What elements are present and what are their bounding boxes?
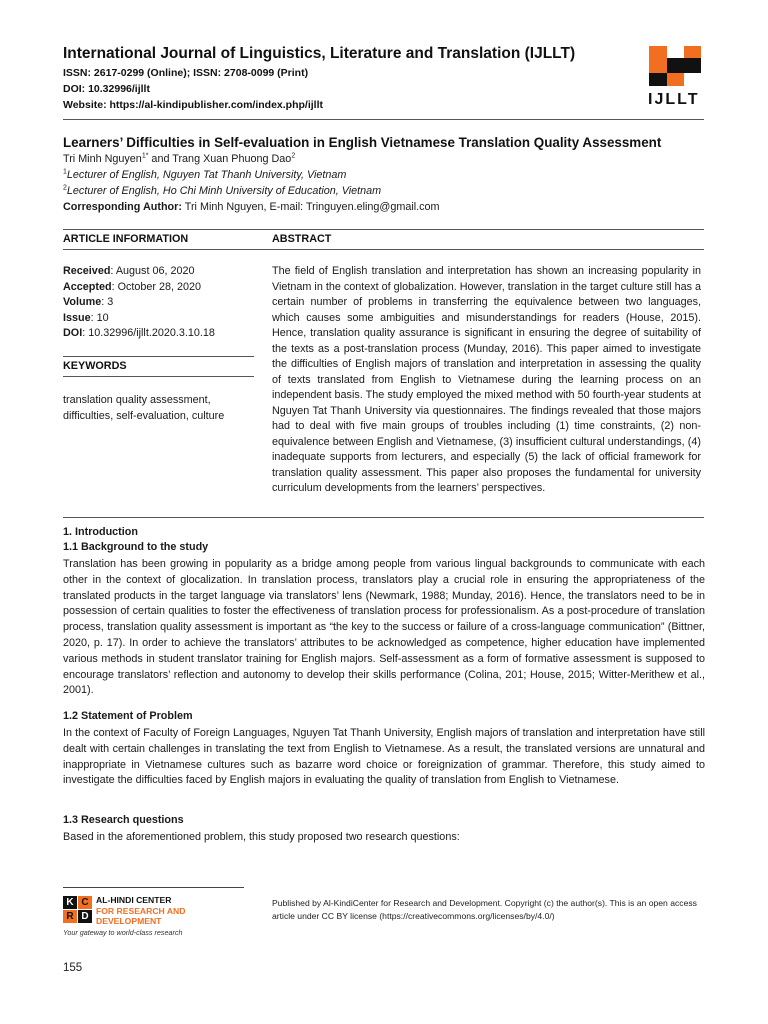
logo-text: IJLLT	[648, 91, 700, 108]
section-statement: 1.2 Statement of Problem	[63, 710, 193, 722]
corresponding-label: Corresponding Author:	[63, 201, 182, 213]
affiliation-2-text: Lecturer of English, Ho Chi Minh University of Education, Vietnam	[66, 185, 382, 197]
center-name	[96, 895, 185, 927]
section-introduction: 1. Introduction	[63, 526, 138, 538]
affiliation-1-mark: 1	[63, 168, 67, 176]
issue-value: : 10	[90, 311, 109, 324]
journal-title: International Journal of Linguistics, Literature and Translation (IJLLT)	[63, 45, 576, 62]
received-value: : August 06, 2020	[110, 265, 195, 277]
info-top-rule	[63, 229, 704, 230]
affiliation-2	[63, 185, 381, 197]
logo-d: D	[78, 910, 92, 923]
author-separator: and	[148, 153, 173, 165]
abstract-heading: ABSTRACT	[272, 233, 332, 245]
author-2: Trang Xuan Phuong Dao	[172, 153, 292, 165]
doi-label: DOI	[63, 327, 83, 339]
author-2-mark: 2	[291, 152, 296, 160]
footer-rule	[63, 887, 244, 888]
volume-label: Volume	[63, 296, 102, 308]
keywords-list: translation quality assessment, difficulties, self-evaluation, culture	[63, 394, 225, 422]
journal-issn: ISSN: 2617-0299 (Online); ISSN: 2708-0099 (Print)	[63, 67, 309, 79]
center-name-line2: FOR RESEARCH AND	[96, 905, 186, 916]
corresponding-text: Tri Minh Nguyen, E-mail: Tringuyen.eling@gmail.com	[181, 201, 440, 213]
section-background: 1.1 Background to the study	[63, 541, 209, 553]
info-heading-rule	[63, 249, 704, 250]
keywords-top-rule	[63, 356, 254, 357]
section-research-questions: 1.3 Research questions	[63, 814, 184, 826]
logo-c: C	[78, 896, 92, 909]
affiliation-1-text: Lecturer of English, Nguyen Tat Thanh University, Vietnam	[66, 169, 347, 181]
journal-doi: DOI: 10.32996/ijllt	[63, 83, 150, 95]
paragraph-statement: In the context of Faculty of Foreign Languages, Nguyen Tat Thanh University, English majors of translation and interpretation have still dealt with certain challenges in translating the text from English to Vietnamese. As a result, the translated versions are unnatural and inappropriate in Vietnamese cultures such as bazarre word choice or foreignization of grammar. Therefore, this study aimed to investigate the difficulties faced by English majors in evaluating the quality of translation from English to Vietnamese.	[63, 727, 705, 787]
keywords-heading: KEYWORDS	[63, 360, 127, 372]
keywords-bottom-rule	[63, 376, 254, 377]
affiliation-1	[63, 169, 346, 181]
ijllt-logo	[649, 46, 701, 86]
paragraph-background: Translation has been growing in popularity as a bridge among people from various lingual backgrounds to communicate with each other in the context of glocalization. In translation process, translators play a crucial role in ensuring the appropriateness of the translated products in the target language via translators’ lens (Newmark, 1988; Munday, 2016). Hence, the translators need to be in possession of certain qualities to foster the effectiveness of translation process for professionalism. As a post-procedure of translation process, translation quality assessment is important as “the key to the success or failure of a cross-language communication” (Bittner, 2020, p. 17). In order to achieve the translators’ attributes to be acknowledged as competence, higher education have implemented various methods in student translator training for English majors. Self-assessment as a form of formative assessment is supposed to encourage translators’ reflection and autonomy to develop their skills performance (Colina, 201; House, 2015; Witter-Merithew et al., 2001).	[63, 558, 705, 697]
author-1-mark: 1*	[141, 152, 149, 160]
page-number: 155	[63, 962, 83, 974]
corresponding-author	[63, 201, 440, 213]
abstract-bottom-rule	[63, 517, 704, 518]
center-tagline: Your gateway to world-class research	[63, 928, 183, 937]
article-info-details	[63, 264, 215, 342]
alhindi-logo-mark	[63, 896, 93, 924]
affiliation-2-mark: 2	[63, 184, 67, 192]
abstract-text: The field of English translation and interpretation has shown an increasing popularity in Vietnam in the context of globalization. However, translation in the target culture still has a certain number of problems in transferring the equivalence between two languages, which causes some ambiguities and misunderstandings for readers (House, 2015). Hence, translation quality assurance is significant in ensuring the degree of suitability of the texts as a post-translation process (Munday, 2016). This paper aimed to investigate the difficulties of English majors of translation and interpretation in assessing the quality of texts translated from English to Vietnamese during the learning process on an independent basis. The study employed the mixed method with 50 fourth-year students at Nguyen Tat Thanh University via questionnaires. The findings revealed that those majors had to deal with five main groups of troubles including (1) time constraints, (2) non-equivalence between English and Vietnamese, (3) insufficient cultural understandings, (4) inadequate supports from lecturers, and especially (5) the lack of official framework for translation quality assessment. This paper also proposes the fundamental for university curriculum developments from the learners’ perspectives.	[272, 265, 701, 494]
article-info-heading: ARTICLE INFORMATION	[63, 233, 189, 245]
volume-value: : 3	[101, 296, 114, 308]
publisher-note: Published by Al-KindiCenter for Research and Development. Copyright (c) the author(s). This is an open access article under CC BY license (https://creativecommons.org/licenses/by/4.0/)	[272, 898, 697, 921]
doi-value[interactable]: : 10.32996/ijllt.2020.3.10.18	[82, 327, 215, 339]
paper-title: Learners’ Difficulties in Self-evaluation in English Vietnamese Translation Quality Assessment	[63, 135, 662, 150]
received-label: Received	[63, 265, 111, 277]
center-name-line1: AL-HINDI CENTER	[96, 895, 172, 905]
logo-k: K	[63, 896, 77, 909]
accepted-value: : October 28, 2020	[111, 280, 202, 293]
journal-website[interactable]: Website: https://al-kindipublisher.com/index.php/ijllt	[63, 99, 323, 111]
accepted-label: Accepted	[63, 280, 112, 293]
author-1: Tri Minh Nguyen	[63, 153, 142, 165]
authors	[63, 153, 295, 165]
paragraph-research-questions: Based in the aforementioned problem, this study proposed two research questions:	[63, 831, 460, 843]
logo-r: R	[63, 910, 77, 923]
header-rule	[63, 119, 704, 120]
center-name-line3: DEVELOPMENT	[96, 916, 162, 926]
issue-label: Issue	[63, 311, 91, 324]
